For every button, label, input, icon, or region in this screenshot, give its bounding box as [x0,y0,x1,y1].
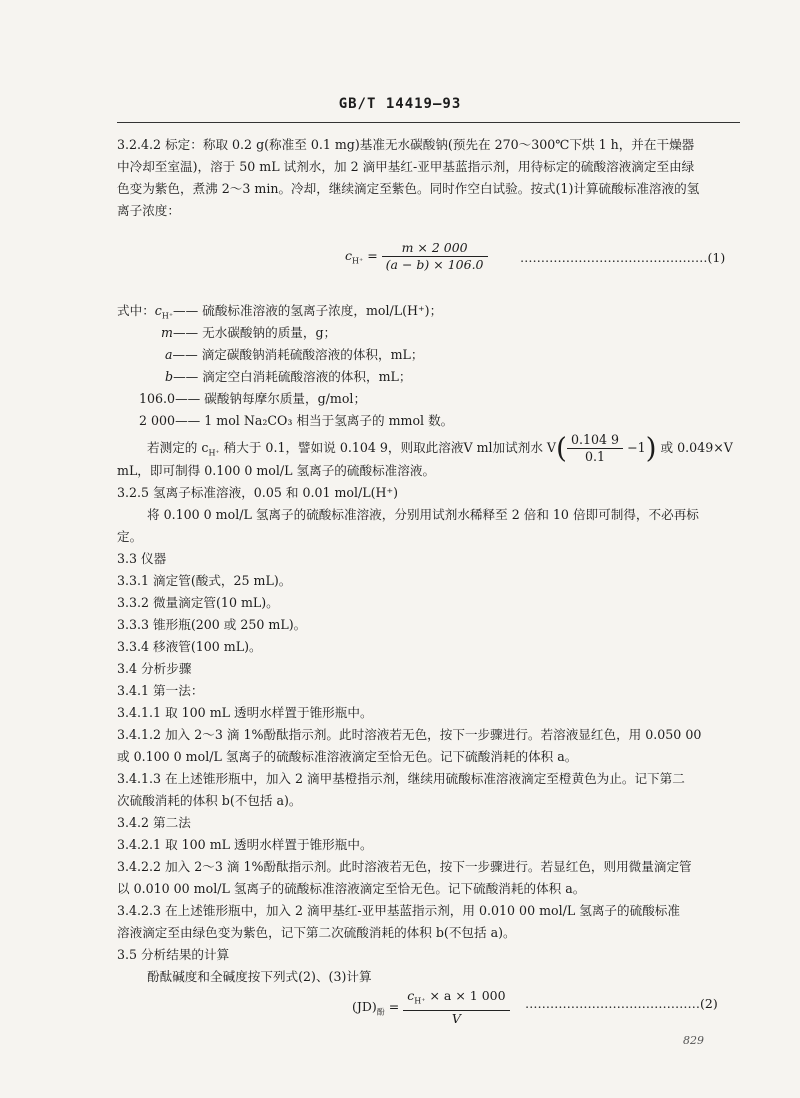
formula-equals: = [388,998,400,1014]
page-number: 829 [683,1034,704,1047]
where-desc: —— 滴定碳酸钠消耗硫酸溶液的体积，mL； [172,347,424,362]
where-desc: —— 碳酸钠每摩尔质量，g/mol； [175,391,367,406]
where-desc: —— 1 mol Na₂CO₃ 相当于氢离子的 mmol 数。 [175,413,454,428]
leader-dots: ……………………………………… [520,250,708,265]
where-symbol: c [154,303,162,318]
where-symbol: 106.0 [139,391,176,406]
text-line: 3.4.2.1 取 100 mL 透明水样置于锥形瓶中。 [117,837,373,852]
list-item: 3.3.1 滴定管(酸式，25 mL)。 [117,573,292,588]
text-run: 稍大于 0.1，譬如说 0.104 9，则取此溶液V ml加试剂水 V [219,440,557,455]
text-line: 3.2.4.2 标定：称取 0.2 g(称准至 0.1 mg)基准无水碳酸钠(预先在 270～300℃下烘 1 h，并在干燥器 [117,137,695,152]
text-line: 3.4.2.3 在上述锥形瓶中，加入 2 滴甲基红-亚甲基蓝指示剂，用 0.010 00 mol/L 氢离子的硫酸标准 [117,903,680,918]
where-symbol: b [165,369,174,384]
formula-lhs: c [345,248,353,263]
num-symbol: c [407,988,415,1003]
text-run: −1 [623,440,646,455]
where-intro: 式中： [117,303,155,318]
where-symbol: a [165,347,173,362]
text-run: 若测定的 c [147,440,209,455]
formula-fraction [403,988,509,1027]
text-line: 3.4.1.1 取 100 mL 透明水样置于锥形瓶中。 [117,705,373,720]
text-line: 溶液滴定至由绿色变为紫色，记下第二次硫酸消耗的体积 b(不包括 a)。 [117,925,516,940]
where-desc: —— 硫酸标准溶液的氢离子浓度，mol/L(H⁺)； [173,303,443,318]
text-line: 中冷却至室温)，溶于 50 mL 试剂水，加 2 滴甲基红-亚甲基蓝指示剂，用待标定的硫酸溶液滴定至由绿 [117,159,695,174]
formula-lhs: (JD) [352,998,377,1014]
num-rest: × a × 1 000 [425,988,506,1003]
where-row [161,322,336,344]
frac-numerator: 0.104 9 [567,432,623,449]
formula-lhs-sub: H⁺ [352,256,364,266]
text-sub: H⁺ [208,448,220,458]
leader-dots: …………………………………… [525,996,700,1011]
text-line: mL，即可制得 0.100 0 mol/L 氢离子的硫酸标准溶液。 [117,463,436,478]
formula-denominator: V [451,1010,461,1026]
formula-label: (1) [707,250,726,265]
text-run: 或 0.049×V [656,440,733,455]
formula-fraction [382,240,488,273]
text-line: 3.4.1.2 加入 2～3 滴 1%酚酞指示剂。此时溶液若无色，按下一步骤进行。若溶液显红色，用 0.050 00 [117,727,702,742]
text-line: 次硫酸消耗的体积 b(不包括 a)。 [117,793,302,808]
text-line: 3.4.1.3 在上述锥形瓶中，加入 2 滴甲基橙指示剂，继续用硫酸标准溶液滴定至橙黄色为止。记下第二 [117,771,685,786]
formula-numerator: m × 2 000 [382,240,488,257]
formula-lhs-sub: 酚 [376,1007,385,1017]
where-row [139,388,366,410]
formula-numerator [403,988,509,1011]
text-line: 以 0.010 00 mol/L 氢离子的硫酸标准溶液滴定至恰无色。记下硫酸消耗的体积 a。 [117,881,586,896]
section-title: 3.4 分析步骤 [117,661,192,676]
list-item: 3.3.3 锥形瓶(200 或 250 mL)。 [117,617,307,632]
text-line: 酚酞碱度和全碱度按下列式(2)、(3)计算 [147,969,372,984]
text-line: 定。 [117,529,143,544]
formula-1-leader [520,250,725,265]
section-title: 3.5 分析结果的计算 [117,947,230,962]
formula-2 [352,988,510,1027]
list-item: 3.3.2 微量滴定管(10 mL)。 [117,595,279,610]
formula-2-leader [525,996,718,1011]
formula-1 [345,240,488,273]
page-header: GB/T 14419—93 [338,96,462,112]
where-row [139,410,453,432]
subsection-title: 3.4.1 第一法： [117,683,204,698]
subsection-title: 3.4.2 第二法 [117,815,191,830]
paren-right: ) [645,431,657,465]
inline-fraction [567,432,623,465]
where-symbol: 2 000 [139,413,176,428]
num-sub: H⁺ [414,996,426,1006]
paren-left: ( [556,431,567,465]
text-line: 色变为紫色，煮沸 2～3 min。冷却，继续滴定至紫色。同时作空白试验。按式(1)计算硫酸标准溶液的氢 [117,181,700,196]
formula-equals: = [367,248,378,263]
text-line: 或 0.100 0 mol/L 氢离子的硫酸标准溶液滴定至恰无色。记下硫酸消耗的体积 a。 [117,749,578,764]
where-symbol: m [161,325,173,340]
where-desc: —— 无水碳酸钠的质量，g； [172,325,337,340]
formula-denominator: (a − b) × 106.0 [385,257,484,272]
section-title: 3.3 仪器 [117,551,167,566]
text-line: 离子浓度： [117,203,180,218]
where-desc: —— 滴定空白消耗硫酸溶液的体积，mL； [173,369,412,384]
section-title: 3.2.5 氢离子标准溶液，0.05 和 0.01 mol/L(H⁺) [117,485,399,500]
where-row [165,366,411,388]
formula-label: (2) [700,996,718,1011]
where-symbol-sub: H⁺ [161,311,174,321]
list-item: 3.3.4 移液管(100 mL)。 [117,639,262,654]
frac-denominator: 0.1 [584,449,605,464]
text-line: 3.4.2.2 加入 2～3 滴 1%酚酞指示剂。此时溶液若无色，按下一步骤进行。若显红色，则用微量滴定管 [117,859,692,874]
header-rule [117,122,740,123]
text-line: 将 0.100 0 mol/L 氢离子的硫酸标准溶液，分别用试剂水稀释至 2 倍和 10 倍即可制得，不必再标 [147,507,699,522]
where-row [165,344,424,366]
